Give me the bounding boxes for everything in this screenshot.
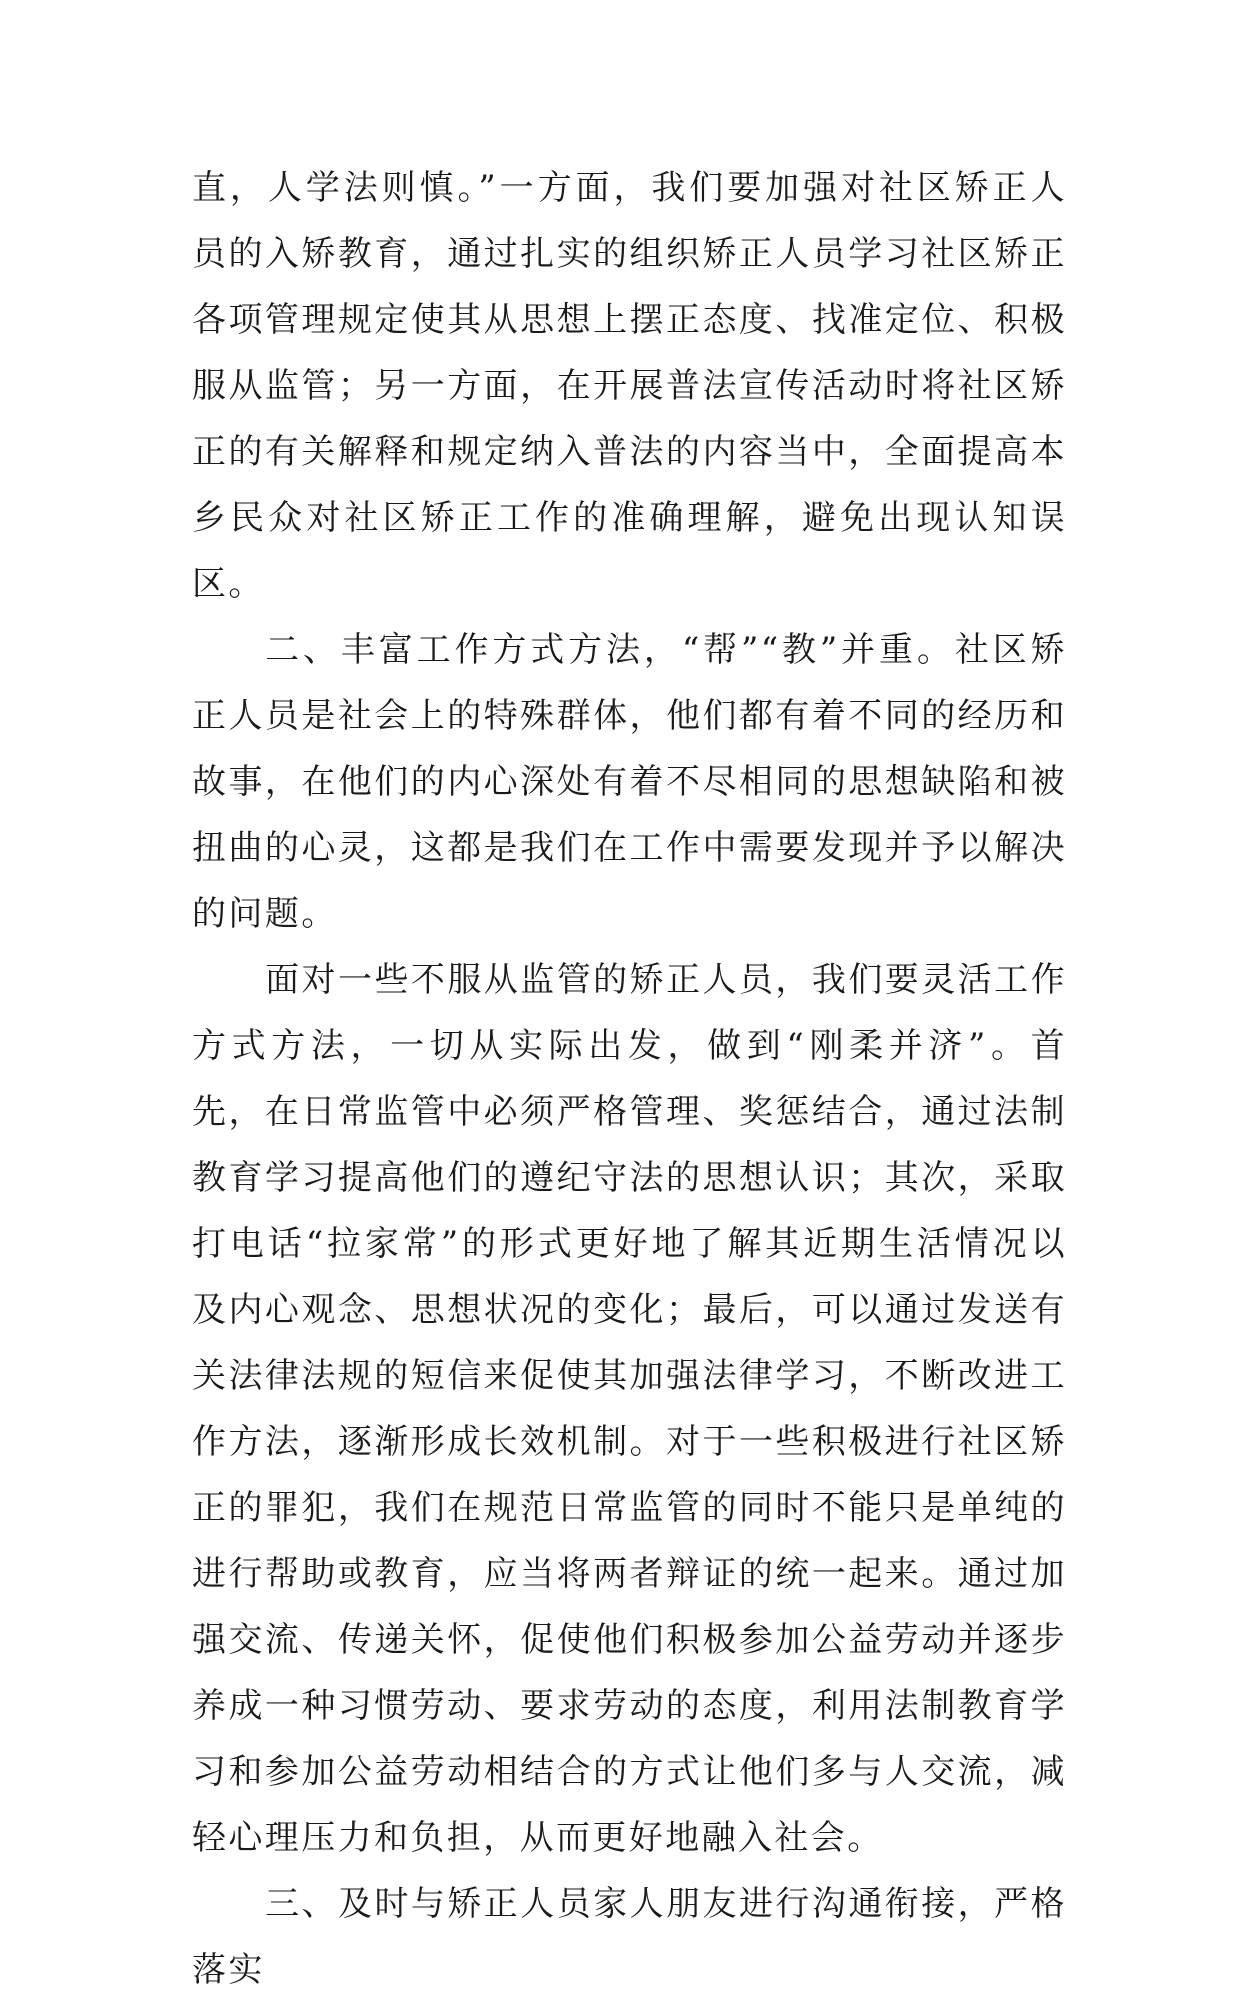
paragraph-section-three: 三、及时与矫正人员家人朋友进行沟通衔接，严格落实 — [192, 1884, 1067, 1990]
paragraph-continuation: 直，人学法则慎。”一方面，我们要加强对社区矫正人员的入矫教育，通过扎实的组织矫正人员学习社区矫正各项管理规定使其从思想上摆正态度、找准定位、积极服从监管；另一方面，在开展普法宣传活动时将社区矫正的有关解释和规定纳入普法的内容当中，全面提高本乡民众对社区矫正工作的准确理解，避免出现认知误区。 — [192, 168, 1067, 604]
document-body — [192, 155, 1067, 2003]
paragraph-supervision-methods: 面对一些不服从监管的矫正人员，我们要灵活工作方式方法，一切从实际出发，做到“刚柔并济”。首先，在日常监管中必须严格管理、奖惩结合，通过法制教育学习提高他们的遵纪守法的思想认识；其次，采取打电话“拉家常”的形式更好地了解其近期生活情况以及内心观念、思想状况的变化；最后，可以通过发送有关法律法规的短信来促使其加强法律学习，不断改进工作方法，逐渐形成长效机制。对于一些积极进行社区矫正的罪犯，我们在规范日常监管的同时不能只是单纯的进行帮助或教育，应当将两者辩证的统一起来。通过加强交流、传递关怀，促使他们积极参加公益劳动并逐步养成一种习惯劳动、要求劳动的态度，利用法制教育学习和参加公益劳动相结合的方式让他们多与人交流，减轻心理压力和负担，从而更好地融入社会。 — [192, 960, 1067, 1858]
paragraph-section-two: 二、丰富工作方式方法，“帮”“教”并重。社区矫正人员是社会上的特殊群体，他们都有着不同的经历和故事，在他们的内心深处有着不尽相同的思想缺陷和被扭曲的心灵，这都是我们在工作中需要发现并予以解决的问题。 — [192, 630, 1067, 934]
